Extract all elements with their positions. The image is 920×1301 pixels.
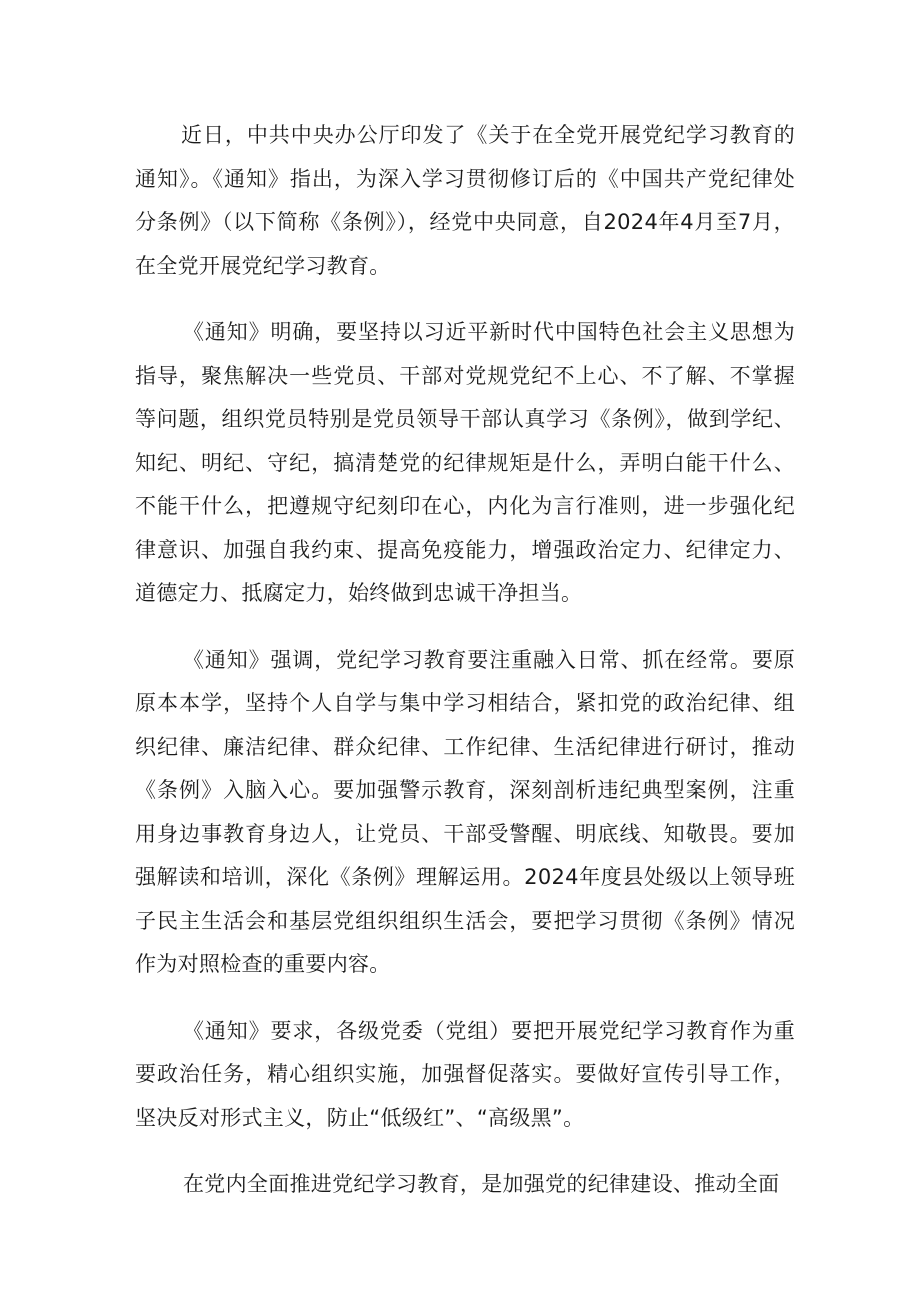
paragraph-5: 在党内全面推进党纪学习教育，是加强党的纪律建设、推动全面 (183, 1172, 780, 1196)
paragraph-4: 《通知》要求，各级党委（党组）要把开展党纪学习教育作为重要政治任务，精心组织实施，加强督促落实。要做好宣传引导工作，坚决反对形式主义，防止“低级红”、“高级黑”。 (135, 1018, 795, 1130)
document-body (135, 114, 795, 1230)
paragraph-1: 近日，中共中央办公厅印发了《关于在全党开展党纪学习教育的通知》。《通知》指出，为深入学习贯彻修订后的《中国共产党纪律处分条例》（以下简称《条例》），经党中央同意，自2024年4月至7月，在全党开展党纪学习教育。 (135, 123, 795, 278)
paragraph-3: 《通知》强调，党纪学习教育要注重融入日常、抓在经常。要原原本本学，坚持个人自学与集中学习相结合，紧扣党的政治纪律、组织纪律、廉洁纪律、群众纪律、工作纪律、生活纪律进行研讨，推动《条例》入脑入心。要加强警示教育，深刻剖析违纪典型案例，注重用身边事教育身边人，让党员、干部受警醒、明底线、知敬畏。要加强解读和培训，深化《条例》理解运用。2024年度县处级以上领导班子民主生活会和基层党组织组织生活会，要把学习贯彻《条例》情况作为对照检查的重要内容。 (135, 647, 795, 976)
paragraph-2: 《通知》明确，要坚持以习近平新时代中国特色社会主义思想为指导，聚焦解决一些党员、干部对党规党纪不上心、不了解、不掌握等问题，组织党员特别是党员领导干部认真学习《条例》，做到学纪、知纪、明纪、守纪，搞清楚党的纪律规矩是什么，弄明白能干什么、不能干什么，把遵规守纪刻印在心，内化为言行准则，进一步强化纪律意识、加强自我约束、提高免疫能力，增强政治定力、纪律定力、道德定力、抵腐定力，始终做到忠诚干净担当。 (135, 320, 795, 605)
